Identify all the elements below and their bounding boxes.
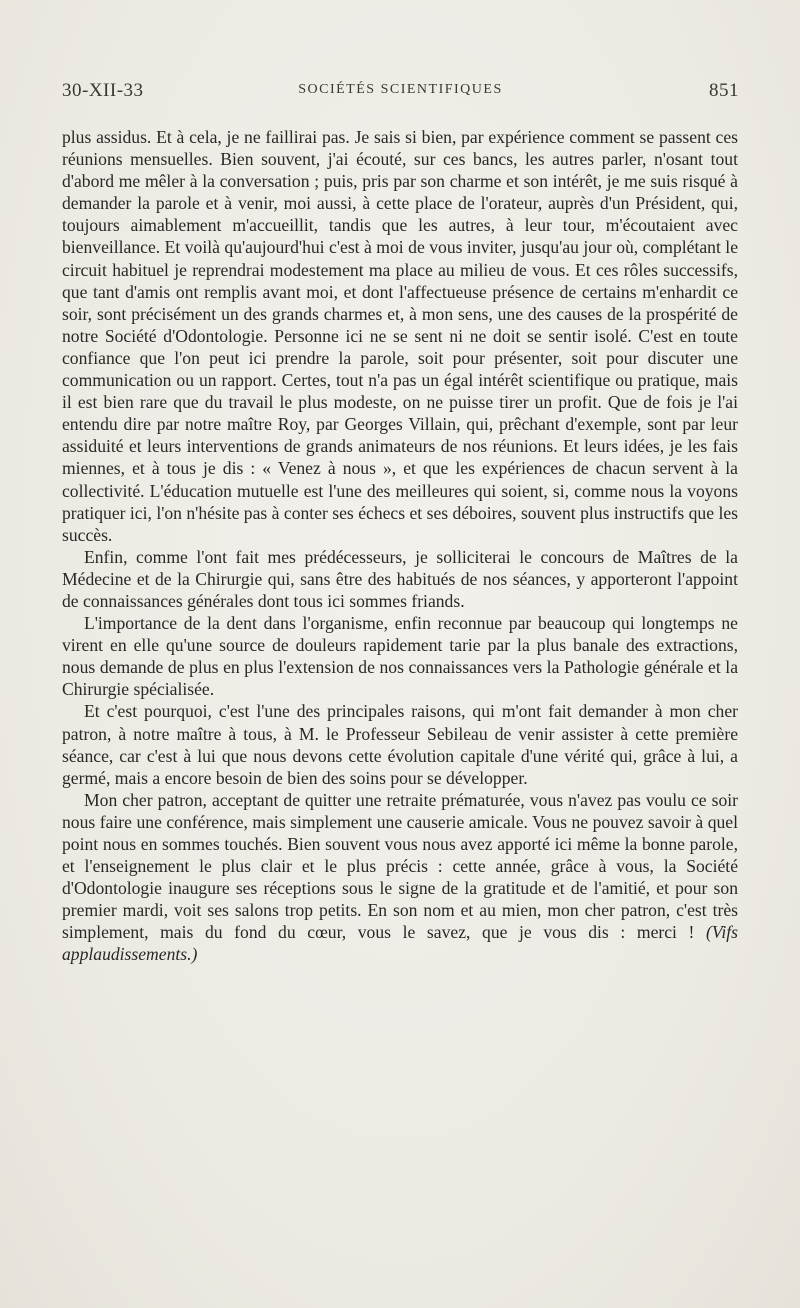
paragraph-text: Et c'est pourquoi, c'est l'une des principales raisons, qui m'ont fait demander à mon cher patron, à notre maître à tous, à M. le Professeur Sebileau de venir assister à cette première séance, car c'est à lui que nous devons cette évolution capitale d'une vérité qui, grâce à lui, a germé, mais a encore besoin de bien des soins pour se développer. xyxy=(62,701,738,788)
header-date: 30-XII-33 xyxy=(62,80,144,101)
paragraph-5 xyxy=(62,789,738,966)
paragraph-4 xyxy=(62,700,738,788)
paragraph-text: plus assidus. Et à cela, je ne faillirai pas. Je sais si bien, par expérience comment se passent ces réunions mensuelles. Bien souvent, j'ai écouté, sur ces bancs, les autres parler, n'osant tout d'abord me mêler à la conversation ; puis, pris par son charme et son intérêt, je me suis risqué à demander la parole et à venir, moi aussi, à cette place de l'orateur, auprès d'un Président, qui, toujours aimablement m'accueillit, tandis que les autres, à leur tour, m'écoutaient avec bienveillance. Et voilà qu'aujourd'hui c'est à moi de vous inviter, jusqu'au jour où, complétant le circuit habituel je reprendrai modestement ma place au milieu de vous. Et ces rôles successifs, que tant d'amis ont remplis avant moi, et dont l'affectueuse présence de certains m'enhardit ce soir, sont précisément un des grands charmes et, à mon sens, une des causes de la prospérité de notre Société d'Odontologie. Personne ici ne se sent ni ne doit se sentir isolé. C'est en toute confiance que l'on peut ici prendre la parole, soit pour présenter, soit pour discuter une communication ou un rapport. Certes, tout n'a pas un égal intérêt scientifique ou pratique, mais il est bien rare que du travail le plus modeste, on ne puisse tirer un profit. Que de fois je l'ai entendu dire par notre maître Roy, par Georges Villain, qui, prêchant d'exemple, sont par leur assiduité et leurs interventions de grands animateurs de nos réunions. Et leurs idées, je les fais miennes, et à tous je dis : « Venez à nous », et que les expériences de chacun servent à la collectivité. L'éducation mutuelle est l'une des meilleures qui soient, si, comme nous la voyons pratiquer ici, l'on n'hésite pas à conter ses échecs et ses déboires, souvent plus instructifs que les succès. xyxy=(62,127,738,545)
paragraph-1 xyxy=(62,126,738,546)
header-title: SOCIÉTÉS SCIENTIFIQUES xyxy=(298,82,503,97)
paragraph-text: Enfin, comme l'ont fait mes prédécesseurs, je solliciterai le concours de Maîtres de la Médecine et de la Chirurgie qui, sans être des habitués de nos séances, y apporteront l'appoint de connaissances générales dont tous ici sommes friands. xyxy=(62,546,738,611)
body-text xyxy=(62,126,738,966)
paragraph-2 xyxy=(62,546,738,612)
paragraph-3 xyxy=(62,612,738,700)
page-number: 851 xyxy=(709,80,739,101)
applause-note: (Vifs applaudissements.) xyxy=(62,922,738,965)
paragraph-text: L'importance de la dent dans l'organisme, enfin reconnue par beaucoup qui longtemps ne virent en elle qu'une source de douleurs rapidement tarie par la plus banale des extractions, nous demande de plus en plus l'extension de nos connaissances vers la Pathologie générale et la Chirurgie spécialisée. xyxy=(62,613,738,700)
running-header xyxy=(62,80,739,104)
paragraph-text: Mon cher patron, acceptant de quitter une retraite prématurée, vous n'avez pas voulu ce soir nous faire une conférence, mais simplement une causerie amicale. Vous ne pouvez savoir à quel point nous en sommes touchés. Bien souvent vous nous avez apporté ici même la bonne parole, et l'enseignement le plus clair et le plus précis : cette année, grâce à vous, la Société d'Odontologie inaugure ses réceptions sous le signe de la gratitude et de l'amitié, et pour son premier mardi, voit ses salons trop petits. En son nom et au mien, mon cher patron, c'est très simplement, mais du fond du cœur, vous le savez, que je vous dis : merci ! xyxy=(62,789,738,943)
